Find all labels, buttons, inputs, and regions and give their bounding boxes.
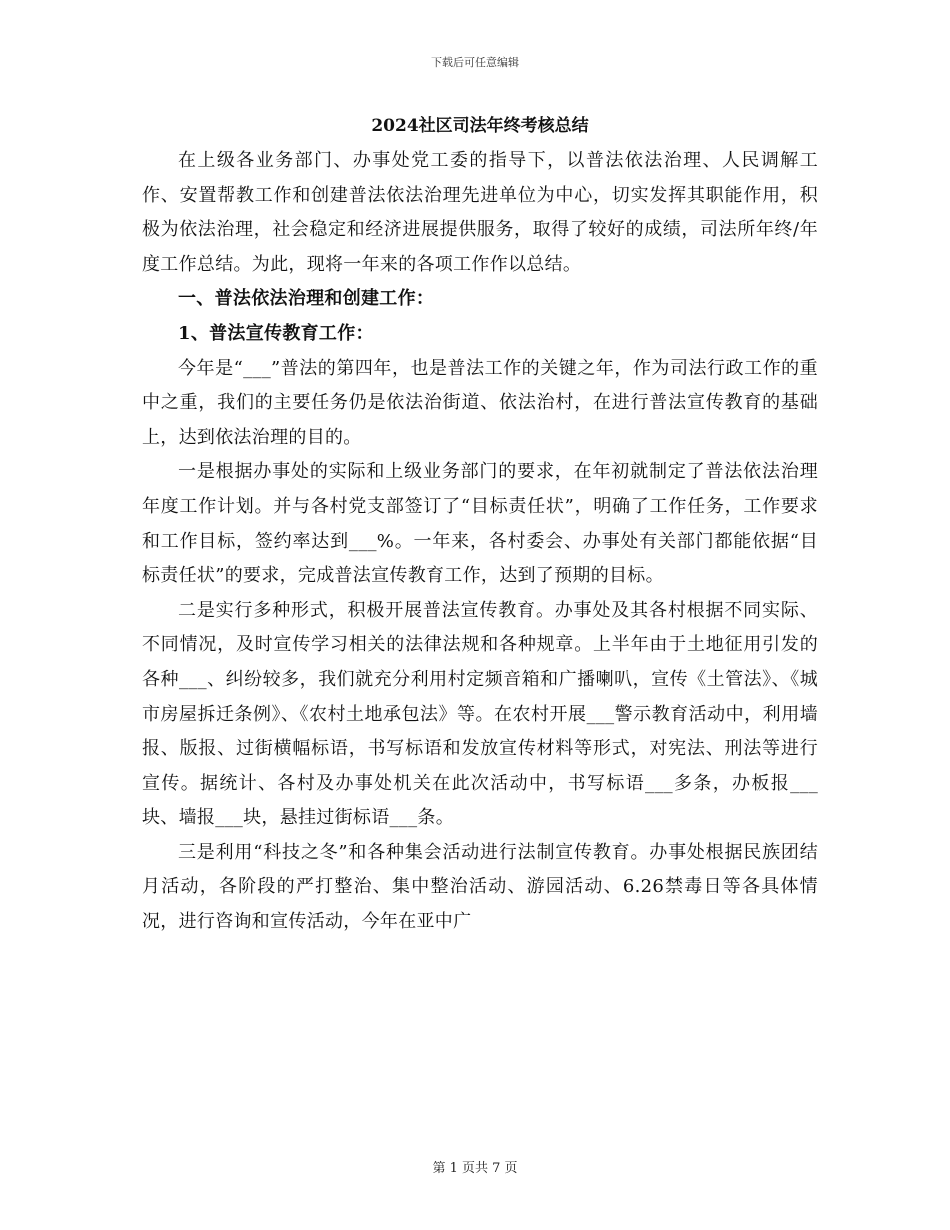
paragraph-intro: 在上级各业务部门、办事处党工委的指导下，以普法依法治理、人民调解工作、安置帮教工作和创建普法依法治理先进单位为中心，切实发挥其职能作用，积极为依法治理，社会稳定和经济进展提供服务，取得了较好的成绩，司法所年终/年度工作总结。为此，现将一年来的各项工作作以总结。 bbox=[142, 150, 818, 275]
section-heading-1: 一、普法依法治理和创建工作： bbox=[178, 288, 435, 310]
subsection-heading-1-1: 1、普法宣传教育工作： bbox=[178, 322, 374, 344]
document-title: 2024社区司法年终考核总结 bbox=[371, 116, 589, 136]
paragraph-1: 今年是“___”普法的第四年，也是普法工作的关键之年，作为司法行政工作的重中之重，我们的主要任务仍是依法治街道、依法治村，在进行普法宣传教育的基础上，达到依法治理的目的。 bbox=[142, 357, 818, 448]
paragraph-4: 三是利用“科技之冬”和各种集会活动进行法制宣传教育。办事处根据民族团结月活动，各阶段的严打整治、集中整治活动、游园活动、6.26禁毒日等各具体情况，进行咨询和宣传活动，今年在亚中广 bbox=[142, 841, 818, 933]
paragraph-3: 二是实行多种形式，积极开展普法宣传教育。办事处及其各村根据不同实际、不同情况，及时宣传学习相关的法律法规和各种规章。上半年由于土地征用引发的各种___、纠纷较多，我们就充分利用村定频音箱和广播喇叭，宣传《土管法》、《城市房屋拆迁条例》、《农村土地承包法》等。在农村开展___警示教育活动中，利用墙报、版报、过街横幅标语，书写标语和发放宣传材料等形式，对宪法、刑法等进行宣传。据统计、各村及办事处机关在此次活动中，书写标语___多条，办板报___块、墙报___块，悬挂过街标语___条。 bbox=[142, 599, 818, 829]
page-number: 第 1 页共 7 页 bbox=[432, 1161, 518, 1176]
paragraph-2: 一是根据办事处的实际和上级业务部门的要求，在年初就制定了普法依法治理年度工作计划。并与各村党支部签订了“目标责任状”，明确了工作任务，工作要求和工作目标，签约率达到___%。一年来，各村委会、办事处有关部门都能依据“目标责任状”的要求，完成普法宣传教育工作，达到了预期的目标。 bbox=[142, 461, 818, 587]
header-note: 下载后可任意编辑 bbox=[431, 56, 519, 69]
document-body bbox=[142, 108, 818, 940]
